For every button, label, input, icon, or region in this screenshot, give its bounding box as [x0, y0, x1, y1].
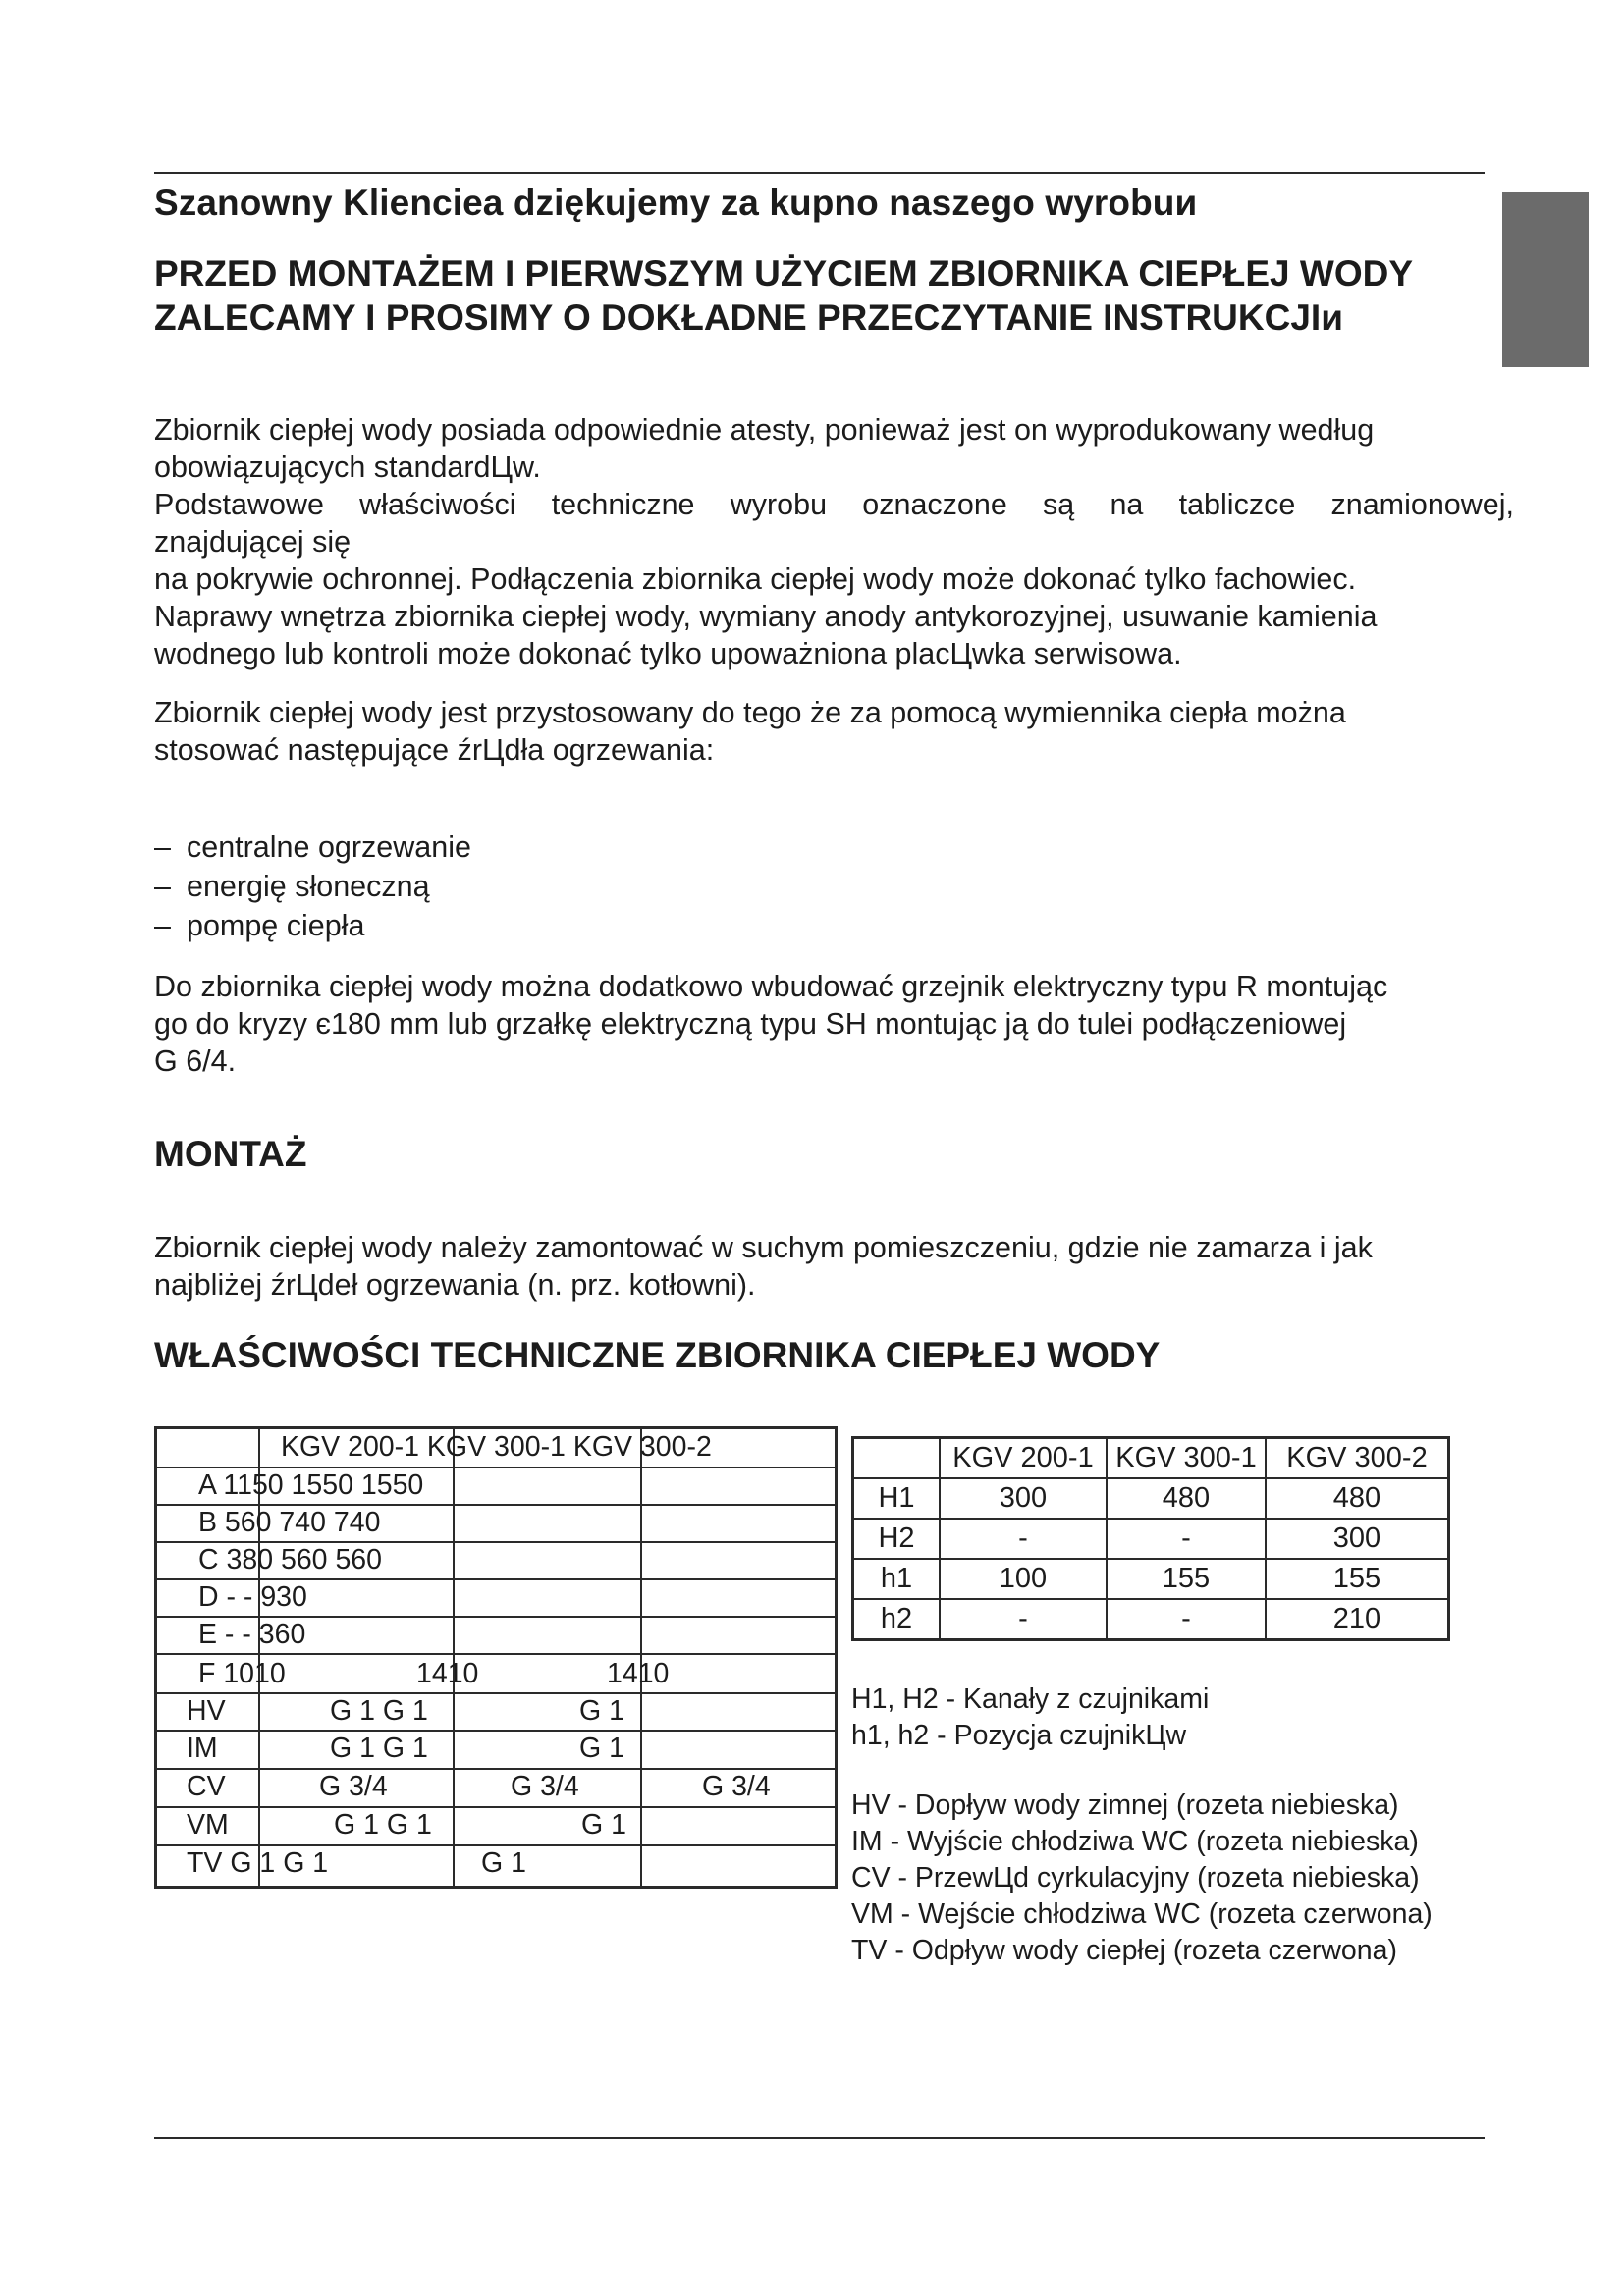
technical-properties-heading: WŁAŚCIWOŚCI TECHNICZNE ZBIORNIKA CIEPŁEJ WODY [154, 1335, 1161, 1375]
table-row: C 380 560 560 [198, 1544, 382, 1575]
table-row-divider [157, 1616, 835, 1618]
table-cell: 1410 [607, 1658, 670, 1689]
intro-line: obowiązujących standardЦw. [154, 451, 541, 484]
table-cell: h2 [853, 1599, 941, 1640]
table-cell: F 1010 [198, 1658, 286, 1689]
table-cell: - [940, 1519, 1107, 1559]
dimensions-table [154, 1426, 838, 1889]
heat-sources-intro [154, 694, 1514, 769]
section-tab-marker [1502, 192, 1589, 367]
list-item [154, 828, 471, 867]
table-row [853, 1559, 1449, 1599]
intro-line: Podstawowe właściwości techniczne wyrobu oznaczone są na tabliczce znamionowej, [154, 488, 1514, 521]
table-header-row [853, 1438, 1449, 1479]
main-heading: PRZED MONTAŻEM I PIERWSZYM UŻYCIEM ZBIORNIKA CIEPŁEJ WODY ZALECAMY I PROSIMY O DOKŁADNE PRZECZYTANIE INSTRUKCJIи [154, 253, 1413, 338]
sensor-legend [851, 1682, 1209, 1754]
table-cell: - [1107, 1599, 1266, 1640]
greeting: Szanowny Klienciea dziękujemy za kupno naszego wyrobuи [154, 183, 1198, 223]
heat-sources-line: Zbiornik ciepłej wody jest przystosowany do tego że za pomocą wymiennika ciepła można [154, 696, 1346, 729]
table-row-divider [157, 1806, 835, 1808]
bullet-dash: – [154, 830, 171, 864]
intro-paragraph [154, 411, 1514, 672]
electric-heater-paragraph [154, 968, 1514, 1080]
montaz-line: Zbiornik ciepłej wody należy zamontować w suchym pomieszczeniu, gdzie nie zamarza i jak [154, 1231, 1373, 1264]
table-cell: VM [187, 1809, 229, 1841]
table-cell: HV [187, 1695, 226, 1727]
table-header: KGV 200-1 KGV 300-1 KGV 300-2 [281, 1431, 712, 1463]
table-row [853, 1519, 1449, 1559]
legend-item: HV - Dopływ wody zimnej (rozeta niebieska) [851, 1789, 1399, 1821]
montaz-paragraph [154, 1229, 1514, 1304]
table-cell: G 1 [481, 1847, 526, 1879]
table-row: E - - 360 [198, 1619, 306, 1650]
bottom-rule [154, 2137, 1485, 2139]
intro-line: na pokrywie ochronnej. Podłączenia zbiornika ciepłej wody może dokonać tylko fachowiec. [154, 562, 1357, 596]
table-cell: IM [187, 1733, 218, 1764]
bullet-dash: – [154, 909, 171, 942]
table-cell: G 3/4 [319, 1771, 388, 1802]
legend-item: CV - PrzewЦd cyrkulacyjny (rozeta niebieska) [851, 1862, 1420, 1894]
heater-line: Do zbiornika ciepłej wody można dodatkowo wbudować grzejnik elektryczny typu R montując [154, 970, 1388, 1003]
table-cell: G 3/4 [702, 1771, 771, 1802]
heat-sources-line: stosować następujące źrЦdła ogrzewania: [154, 733, 715, 767]
table-cell: 300 [940, 1478, 1107, 1519]
top-rule [154, 172, 1485, 174]
heater-line: go do kryzy є180 mm lub grzałkę elektryczną typu SH montując ją do tulei podłączeniowej [154, 1007, 1347, 1041]
table-row-divider [157, 1844, 835, 1846]
list-item-label: pompę ciepła [187, 909, 365, 942]
table-row-divider [157, 1692, 835, 1694]
table-row [853, 1478, 1449, 1519]
montaz-heading: MONTAŻ [154, 1134, 307, 1174]
table-cell: G 1 [579, 1733, 624, 1764]
intro-line: znajdującej się [154, 525, 352, 559]
legend-item: H1, H2 - Kanały z czujnikami [851, 1683, 1210, 1715]
table-row: A 1150 1550 1550 [198, 1469, 424, 1501]
montaz-line: najbliżej źrЦdeł ogrzewania (n. prz. kotłowni). [154, 1268, 756, 1302]
table-row-divider [157, 1730, 835, 1732]
bullet-dash: – [154, 870, 171, 903]
table-cell: h1 [853, 1559, 941, 1599]
table-cell: H1 [853, 1478, 941, 1519]
table-cell: CV [187, 1771, 226, 1802]
table-row-divider [157, 1768, 835, 1770]
heater-line: G 6/4. [154, 1044, 237, 1078]
table-row-divider [157, 1504, 835, 1506]
table-cell: H2 [853, 1519, 941, 1559]
intro-line: Zbiornik ciepłej wody posiada odpowiednie atesty, ponieważ jest on wyprodukowany według [154, 413, 1375, 447]
table-header-cell: KGV 200-1 [940, 1438, 1107, 1479]
list-item-label: energię słoneczną [187, 870, 430, 903]
table-cell: 155 [1266, 1559, 1449, 1599]
intro-line: Naprawy wnętrza zbiornika ciepłej wody, wymiany anody antykorozyjnej, usuwanie kamienia [154, 600, 1378, 633]
heat-sources-list [154, 828, 471, 945]
legend-item: TV - Odpływ wody ciepłej (rozeta czerwona) [851, 1935, 1397, 1966]
table-header-cell: KGV 300-2 [1266, 1438, 1449, 1479]
table-cell: G 3/4 [511, 1771, 579, 1802]
legend-item: h1, h2 - Pozycja czujnikЦw [851, 1720, 1187, 1751]
table-cell: - [940, 1599, 1107, 1640]
table-row: B 560 740 740 [198, 1507, 381, 1538]
table-cell: G 1 G 1 [330, 1733, 428, 1764]
legend-item: IM - Wyjście chłodziwa WC (rozeta niebieska) [851, 1826, 1419, 1857]
table-row [853, 1599, 1449, 1640]
table-cell: 1410 [416, 1658, 479, 1689]
table-cell: 100 [940, 1559, 1107, 1599]
table-row-divider [157, 1541, 835, 1543]
table-cell: 155 [1107, 1559, 1266, 1599]
legend-item: VM - Wejście chłodziwa WC (rozeta czerwona) [851, 1898, 1433, 1930]
table-header-cell [853, 1438, 941, 1479]
intro-line: wodnego lub kontroli może dokonać tylko upoważniona placЦwka serwisowa. [154, 637, 1182, 670]
table-cell: 480 [1266, 1478, 1449, 1519]
list-item [154, 906, 471, 945]
table-row-divider [157, 1467, 835, 1468]
table-cell: - [1107, 1519, 1266, 1559]
table-cell: 300 [1266, 1519, 1449, 1559]
table-cell: G 1 G 1 [334, 1809, 432, 1841]
table-cell: TV G 1 G 1 [187, 1847, 329, 1879]
table-row-divider [157, 1653, 835, 1655]
table-cell: G 1 [581, 1809, 626, 1841]
table-cell: G 1 [579, 1695, 624, 1727]
table-cell: 480 [1107, 1478, 1266, 1519]
table-row-divider [157, 1578, 835, 1580]
list-item [154, 867, 471, 906]
table-row: D - - 930 [198, 1581, 307, 1613]
table-cell: G 1 G 1 [330, 1695, 428, 1727]
sensor-positions-table [851, 1436, 1450, 1641]
table-header-cell: KGV 300-1 [1107, 1438, 1266, 1479]
connection-legend [851, 1788, 1433, 1969]
table-cell: 210 [1266, 1599, 1449, 1640]
list-item-label: centralne ogrzewanie [187, 830, 471, 864]
